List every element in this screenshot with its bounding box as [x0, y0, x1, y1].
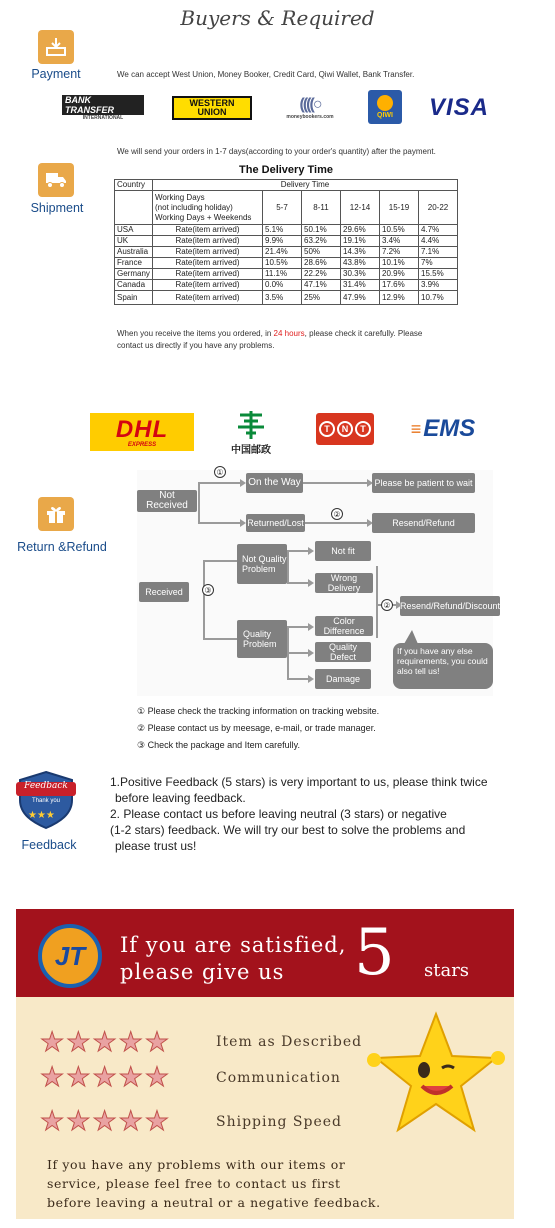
star-icon: ★	[144, 1062, 170, 1092]
table-row	[115, 247, 458, 258]
tnt-letter: T	[319, 421, 335, 437]
requirements-bubble: If you have any else requirements, you could also tell us!	[393, 643, 493, 689]
badge-text: Feedback	[24, 781, 68, 791]
column-header: 8-11	[302, 191, 341, 225]
star-icon: ★	[66, 1062, 91, 1092]
rate-cell: 9.9%	[263, 236, 302, 247]
banner-bottom-text	[47, 1155, 381, 1212]
bank-transfer-sub: INTERNATIONAL	[82, 115, 124, 121]
jt-logo: JT	[38, 924, 102, 988]
tnt-logo	[316, 413, 374, 445]
qiwi-text: QIWI	[377, 112, 393, 119]
rate-cell: 10.5%	[263, 258, 302, 269]
mark-three: ③	[202, 584, 214, 596]
moneybookers-logo	[280, 92, 340, 124]
dhl-sub: EXPRESS	[127, 442, 157, 448]
bank-transfer-text: BANK TRANSFER	[62, 95, 144, 115]
dhl-text: DHL	[115, 416, 169, 443]
color-difference-box: Color Difference	[315, 616, 373, 636]
payment-text: We can accept West Union, Money Booker, Credit Card, Qiwi Wallet, Bank Transfer.	[117, 70, 415, 79]
rate-cell: 7.2%	[380, 247, 419, 258]
banner-big-five: 5	[354, 916, 395, 990]
country-cell: Canada	[115, 280, 153, 291]
received-box: Received	[139, 582, 189, 602]
rate-cell: 7.1%	[419, 247, 458, 258]
rate-cell: 14.3%	[341, 247, 380, 258]
rate-cell: 10.5%	[380, 225, 419, 236]
rate-type-cell: Rate(item arrived)	[153, 225, 263, 236]
country-cell: USA	[115, 225, 153, 236]
table-row	[115, 291, 458, 305]
moneybookers-wave-icon: ((((○	[299, 96, 321, 113]
country-empty	[115, 191, 153, 225]
rate-cell: 25%	[302, 291, 341, 305]
star-icon: ★	[92, 1062, 117, 1092]
svg-text:★★★: ★★★	[28, 810, 55, 821]
rating-label: Shipping Speed	[216, 1114, 342, 1130]
rate-cell: 17.6%	[380, 280, 419, 291]
refund-step: ③ Check the package and Item carefully.	[137, 740, 300, 750]
banner-stars-word: stars	[424, 960, 470, 981]
star-icon: ★	[66, 1106, 91, 1136]
qiwi-logo	[368, 90, 402, 124]
banner-headline	[120, 932, 346, 986]
banner-line: If you are satisfied,	[120, 933, 347, 957]
qiwi-circle-icon	[377, 95, 393, 111]
tnt-letter: T	[355, 421, 371, 437]
rating-stars	[40, 1107, 169, 1135]
western-union-logo: WESTERN UNION	[172, 96, 252, 120]
rate-cell: 12.9%	[380, 291, 419, 305]
rate-cell: 19.1%	[341, 236, 380, 247]
banner-line: please give us	[120, 960, 285, 984]
column-header: 15-19	[380, 191, 419, 225]
not-received-box: Not Received	[137, 490, 197, 512]
on-the-way-box: On the Way	[246, 473, 303, 493]
mark-two: ②	[331, 508, 343, 520]
rate-type-cell: Rate(item arrived)	[153, 247, 263, 258]
rate-cell: 3.4%	[380, 236, 419, 247]
resend-refund-discount-box: Resend/Refund/Discount	[400, 596, 500, 616]
table-subheader-row	[115, 191, 458, 225]
returned-lost-box: Returned/Lost	[246, 514, 305, 532]
moneybookers-text: moneybookers.com	[286, 114, 334, 120]
working-days-line: (not including holiday)	[155, 202, 233, 212]
return-refund-label: Return &Refund	[17, 540, 107, 554]
rate-cell: 30.3%	[341, 269, 380, 280]
feedback-line: (1-2 stars) feedback. We will try our best to solve the problems and	[110, 823, 466, 837]
star-icon: ★	[66, 1027, 91, 1057]
rate-cell: 4.7%	[419, 225, 458, 236]
feedback-line: 2. Please contact us before leaving neutral (3 stars) or negative	[110, 807, 447, 821]
rate-cell: 10.7%	[419, 291, 458, 305]
star-icon: ★	[40, 1106, 65, 1136]
badge-sub: Thank you	[31, 798, 61, 804]
rate-cell: 20.9%	[380, 269, 419, 280]
page-title: Buyers & Required	[180, 6, 375, 30]
payment-label: Payment	[31, 67, 81, 81]
rate-cell: 22.2%	[302, 269, 341, 280]
not-quality-problem-box: Not Quality Problem	[237, 544, 287, 584]
column-header: 5-7	[263, 191, 302, 225]
rate-cell: 50%	[302, 247, 341, 258]
star-icon: ★	[40, 1062, 65, 1092]
working-days-line: Working Days + Weekends	[155, 212, 252, 222]
check-note	[117, 328, 422, 352]
star-mascot-icon	[366, 1008, 506, 1138]
working-days-cell	[153, 191, 263, 225]
star-icon: ★	[118, 1062, 143, 1092]
rate-cell: 3.5%	[263, 291, 302, 305]
feedback-text	[110, 774, 488, 854]
china-post-emblem-icon	[236, 409, 266, 441]
refund-steps	[137, 703, 379, 754]
rate-cell: 3.9%	[419, 280, 458, 291]
star-icon: ★	[40, 1027, 65, 1057]
shipment-intro: We will send your orders in 1-7 days(according to your order's quantity) after the payment.	[117, 147, 436, 156]
rate-cell: 0.0%	[263, 280, 302, 291]
feedback-label: Feedback	[21, 838, 77, 852]
country-cell: Germany	[115, 269, 153, 280]
star-icon: ★	[92, 1106, 117, 1136]
rate-cell: 28.6%	[302, 258, 341, 269]
dhl-logo	[90, 413, 194, 451]
china-post-logo	[228, 404, 274, 460]
feedback-line: 1.Positive Feedback (5 stars) is very important to us, please think twice	[110, 775, 488, 789]
column-header: 12-14	[341, 191, 380, 225]
delivery-time-header: Delivery Time	[153, 180, 458, 191]
rate-cell: 21.4%	[263, 247, 302, 258]
delivery-table	[114, 179, 458, 305]
truck-icon	[38, 163, 74, 197]
rate-cell: 47.1%	[302, 280, 341, 291]
rate-cell: 63.2%	[302, 236, 341, 247]
rate-cell: 15.5%	[419, 269, 458, 280]
working-days-line: Working Days	[155, 192, 205, 202]
note-highlight: 24 hours	[273, 329, 305, 338]
delivery-table-title: The Delivery Time	[239, 164, 333, 176]
table-row	[115, 280, 458, 291]
shipment-label: Shipment	[30, 201, 84, 215]
table-row	[115, 225, 458, 236]
rating-label: Communication	[216, 1070, 341, 1086]
mark-one: ①	[214, 466, 226, 478]
note-text: , please check it carefully. Please	[304, 329, 423, 338]
wrong-delivery-box: Wrong Delivery	[315, 573, 373, 593]
visa-logo: VISA	[428, 94, 489, 121]
china-post-text: 中国邮政	[231, 444, 271, 456]
rate-cell: 47.9%	[341, 291, 380, 305]
feedback-line: please trust us!	[115, 839, 197, 853]
mark-two-second: ②	[381, 599, 393, 611]
bank-transfer-logo	[62, 95, 144, 121]
column-header: 20-22	[419, 191, 458, 225]
country-cell: UK	[115, 236, 153, 247]
feedback-badge-icon	[14, 768, 78, 830]
ems-text: EMS	[423, 415, 476, 442]
table-row	[115, 236, 458, 247]
be-patient-box: Please be patient to wait	[372, 473, 475, 493]
rate-cell: 31.4%	[341, 280, 380, 291]
ems-wing-icon: ≡	[410, 418, 422, 439]
refund-step: ① Please check the tracking information on tracking website.	[137, 706, 380, 716]
note-line2: contact us directly if you have any problems.	[117, 341, 275, 350]
note-text: When you receive the items you ordered, in	[117, 329, 274, 338]
rate-type-cell: Rate(item arrived)	[153, 280, 263, 291]
table-row	[115, 269, 458, 280]
star-icon: ★	[118, 1106, 143, 1136]
damage-box: Damage	[315, 669, 371, 689]
country-cell: Australia	[115, 247, 153, 258]
banner-bottom-line: If you have any problems with our items or	[47, 1157, 346, 1172]
star-icon: ★	[118, 1027, 143, 1057]
refund-step: ② Please contact us by meesage, e-mail, or trade manager.	[137, 723, 376, 733]
table-header-row	[115, 180, 458, 191]
quality-problem-box: Quality Problem	[237, 620, 287, 658]
rate-type-cell: Rate(item arrived)	[153, 291, 263, 305]
not-fit-box: Not fit	[315, 541, 371, 561]
rate-cell: 11.1%	[263, 269, 302, 280]
rate-cell: 4.4%	[419, 236, 458, 247]
rating-stars	[40, 1063, 169, 1091]
quality-defect-box: Quality Defect	[315, 642, 371, 662]
download-icon	[38, 30, 74, 64]
country-cell: France	[115, 258, 153, 269]
rate-cell: 7%	[419, 258, 458, 269]
country-cell: Spain	[115, 291, 153, 305]
rate-cell: 5.1%	[263, 225, 302, 236]
star-icon: ★	[144, 1106, 170, 1136]
tnt-letter: N	[337, 421, 353, 437]
star-icon: ★	[92, 1027, 117, 1057]
gift-icon	[38, 497, 74, 531]
rate-cell: 50.1%	[302, 225, 341, 236]
rating-stars	[40, 1028, 169, 1056]
ems-logo	[404, 414, 482, 444]
feedback-line: before leaving feedback.	[115, 791, 246, 805]
resend-refund-box: Resend/Refund	[372, 513, 475, 533]
banner-bottom-line: service, please feel free to contact us first	[47, 1176, 341, 1191]
table-row	[115, 258, 458, 269]
rate-cell: 43.8%	[341, 258, 380, 269]
rate-type-cell: Rate(item arrived)	[153, 269, 263, 280]
banner-bottom-line: before leaving a neutral or a negative feedback.	[47, 1195, 381, 1210]
country-header: Country	[115, 180, 153, 191]
rate-type-cell: Rate(item arrived)	[153, 236, 263, 247]
star-icon: ★	[144, 1027, 170, 1057]
rate-cell: 29.6%	[341, 225, 380, 236]
rate-type-cell: Rate(item arrived)	[153, 258, 263, 269]
bubble-tail	[404, 630, 418, 644]
rating-label: Item as Described	[216, 1034, 363, 1050]
rate-cell: 10.1%	[380, 258, 419, 269]
